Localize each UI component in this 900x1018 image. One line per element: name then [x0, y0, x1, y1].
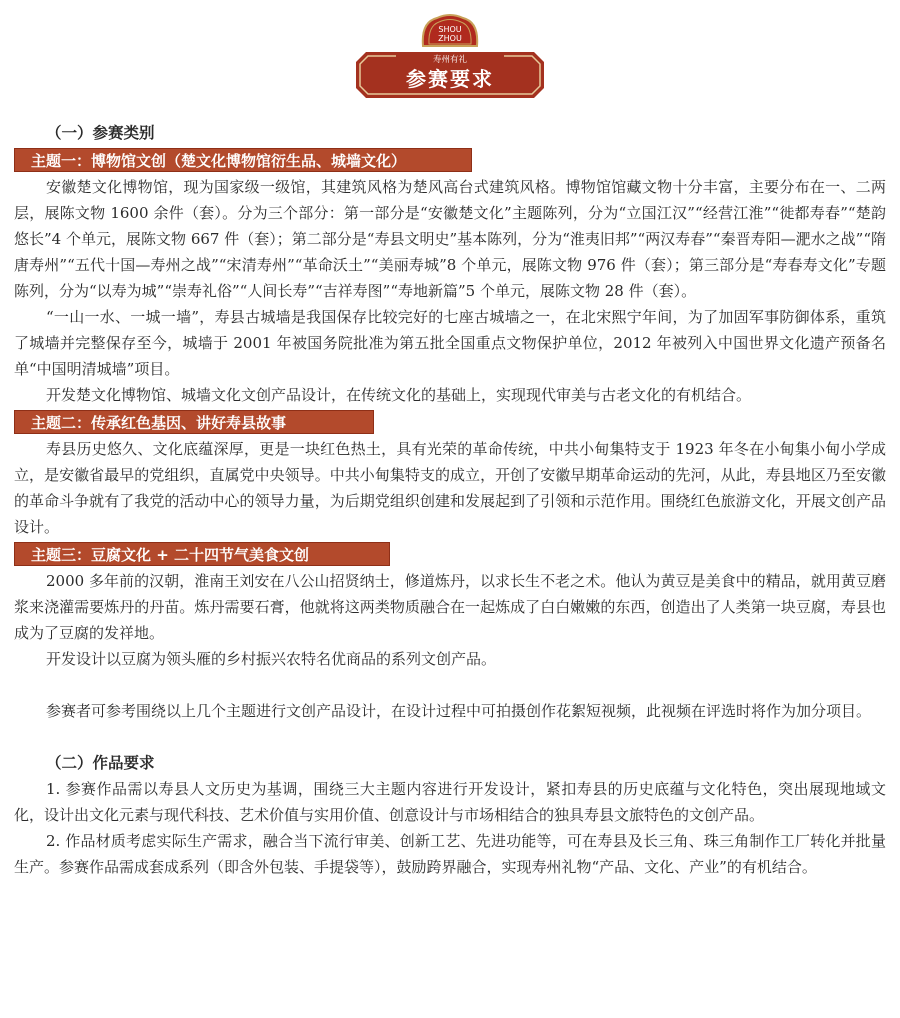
- logo-text-bottom: ZHOU: [438, 34, 462, 43]
- logo-text-top: SHOU: [438, 25, 462, 34]
- spacer: [14, 672, 886, 698]
- spacer: [14, 724, 886, 750]
- section1-note: 参赛者可参考围绕以上几个主题进行文创产品设计，在设计过程中可拍摄创作花絮短视频，此视频在评选时将作为加分项目。: [46, 702, 872, 720]
- page-title: 参赛要求: [406, 67, 494, 91]
- theme1-paragraph: 安徽楚文化博物馆，现为国家级一级馆，其建筑风格为楚风高台式建筑风格。博物馆馆藏文物十分丰富，主要分布在一、二两层，展陈文物 1600 余件（套）。分为三个部分：第一部分是“安徽楚文化”主题陈列，分为“立国江汉”“经营江淮”“徙都寿春”“楚韵悠长”4 个单元，展陈文物 667 件（套）；第二部分是“寿县文明史”基本陈列，分为“淮夷旧邦”“两汉寿春”“秦晋寿阳—淝水之战”“隋唐寿州”“五代十国—寿州之战”“宋清寿州”“革命沃土”“美丽寿城”8 个单元，展陈文物 976 件（套）；第三部分是“寿春寿文化”专题陈列，分为“以寿为城”“崇寿礼俗”“人间长寿”“吉祥寿图”“寿地新篇”5 个单元，展陈文物 28 件（套）。: [14, 178, 886, 300]
- theme2-label: 主题二：传承红色基因、讲好寿县故事: [14, 410, 374, 434]
- requirement-item: 2. 作品材质考虑实际生产需求，融合当下流行审美、创新工艺、先进功能等，可在寿县及长三角、珠三角制作工厂转化并批量生产。参赛作品需成套成系列（即含外包装、手提袋等），鼓励跨界融合，实现寿州礼物“产品、文化、产业”的有机结合。: [14, 832, 886, 876]
- theme2-paragraph: 寿县历史悠久、文化底蕴深厚，更是一块红色热土，具有光荣的革命传统，中共小甸集特支于 1923 年冬在小甸集小甸小学成立，是安徽省最早的党组织，直属党中央领导。中共小甸集特支的成立，开创了安徽早期革命运动的先河，从此，寿县地区乃至安徽的革命斗争就有了我党的活动中心的领导力量，为后期党组织创建和发展起到了引领和示范作用。围绕红色旅游文化，开展文创产品设计。: [14, 440, 886, 536]
- header: [0, 0, 900, 110]
- section1-title: （一）参赛类别: [46, 124, 155, 142]
- theme3-label: 主题三：豆腐文化 + 二十四节气美食文创: [14, 542, 390, 566]
- document-body: [14, 120, 886, 880]
- theme3-paragraph: 2000 多年前的汉朝，淮南王刘安在八公山招贤纳士，修道炼丹，以求长生不老之术。他认为黄豆是美食中的精品，就用黄豆磨浆来浇灌需要炼丹的丹苗。炼丹需要石膏，他就将这两类物质融合在一起炼成了白白嫩嫩的东西，创造出了人类第一块豆腐，寿县也成为了豆腐的发祥地。: [14, 572, 886, 642]
- theme1-paragraph: 开发楚文化博物馆、城墙文化文创产品设计，在传统文化的基础上，实现现代审美与古老文化的有机结合。: [46, 386, 752, 404]
- theme3-paragraph: 开发设计以豆腐为领头雁的乡村振兴农特名优商品的系列文创产品。: [46, 650, 497, 668]
- theme1-paragraph: “一山一水、一城一墙”，寿县古城墙是我国保存比较完好的七座古城墙之一，在北宋熙宁年间，为了加固军事防御体系，重筑了城墙并完整保存至今，城墙于 2001 年被国务院批准为第五批全国重点文物保护单位，2012 年被列入中国世界文化遗产预备名单“中国明清城墙”项目。: [14, 308, 886, 378]
- theme1-label: 主题一：博物馆文创（楚文化博物馆衍生品、城墙文化）: [14, 148, 472, 172]
- requirement-item: 1. 参赛作品需以寿县人文历史为基调，围绕三大主题内容进行开发设计，紧扣寿县的历史底蕴与文化特色，突出展现地域文化，设计出文化元素与现代科技、艺术价值与实用价值、创意设计与市场相结合的独具寿县文旅特色的文创产品。: [14, 780, 886, 824]
- logo-subtitle: 寿州有礼: [432, 55, 468, 65]
- section2-title: （二）作品要求: [46, 754, 155, 772]
